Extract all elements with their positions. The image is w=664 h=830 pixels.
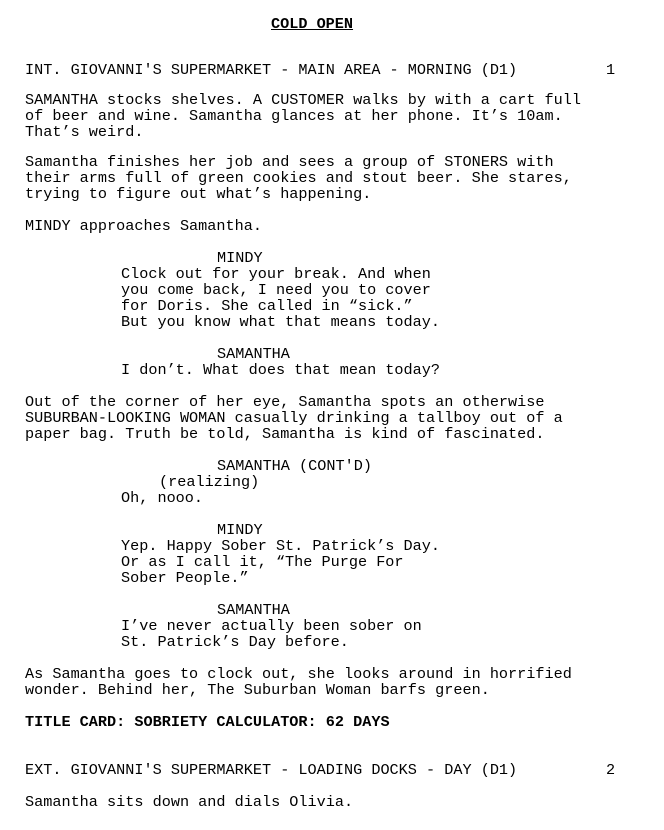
dialogue-line: Or as I call it, “The Purge For [121,553,404,571]
dialogue-line: I’ve never actually been sober on [121,617,422,635]
action-line: SUBURBAN-LOOKING WOMAN casually drinking a tallboy out of a [25,409,563,427]
character-cue: MINDY [217,521,263,539]
dialogue-line: But you know what that means today. [121,313,440,331]
action-line: of beer and wine. Samantha glances at her phone. It’s 10am. [25,107,563,125]
action-line: Out of the corner of her eye, Samantha spots an otherwise [25,393,545,411]
dialogue-line: for Doris. She called in “sick.” [121,297,413,315]
action-line: SAMANTHA stocks shelves. A CUSTOMER walks by with a cart full [25,91,581,109]
scene-number: 1 [606,61,616,79]
dialogue-line: St. Patrick’s Day before. [121,633,349,651]
action-line: As Samantha goes to clock out, she looks around in horrified [25,665,572,683]
character-cue: MINDY [217,249,263,267]
scene-heading: INT. GIOVANNI'S SUPERMARKET - MAIN AREA - MORNING (D1) [25,61,518,79]
action-line: their arms full of green cookies and stout beer. She stares, [25,169,572,187]
dialogue-line: I don’t. What does that mean today? [121,361,440,379]
scene-number: 2 [606,761,616,779]
dialogue-line: Sober People.” [121,569,249,587]
action-line: Samantha finishes her job and sees a group of STONERS with [25,153,554,171]
action-line: MINDY approaches Samantha. [25,217,262,235]
action-line: trying to figure out what’s happening. [25,185,372,203]
character-cue: SAMANTHA [217,345,290,363]
dialogue-line: Yep. Happy Sober St. Patrick’s Day. [121,537,440,555]
dialogue-line: Clock out for your break. And when [121,265,431,283]
dialogue-line: Oh, nooo. [121,489,204,507]
action-line: wonder. Behind her, The Suburban Woman barfs green. [25,681,490,699]
section-heading: COLD OPEN [271,15,354,33]
character-cue: SAMANTHA (CONT'D) [217,457,372,475]
action-line: That’s weird. [25,123,144,141]
character-cue: SAMANTHA [217,601,290,619]
parenthetical: (realizing) [159,473,260,491]
title-card: TITLE CARD: SOBRIETY CALCULATOR: 62 DAYS [25,713,390,731]
dialogue-line: you come back, I need you to cover [121,281,431,299]
action-line: paper bag. Truth be told, Samantha is kind of fascinated. [25,425,545,443]
scene-heading: EXT. GIOVANNI'S SUPERMARKET - LOADING DOCKS - DAY (D1) [25,761,518,779]
action-line: Samantha sits down and dials Olivia. [25,793,354,811]
